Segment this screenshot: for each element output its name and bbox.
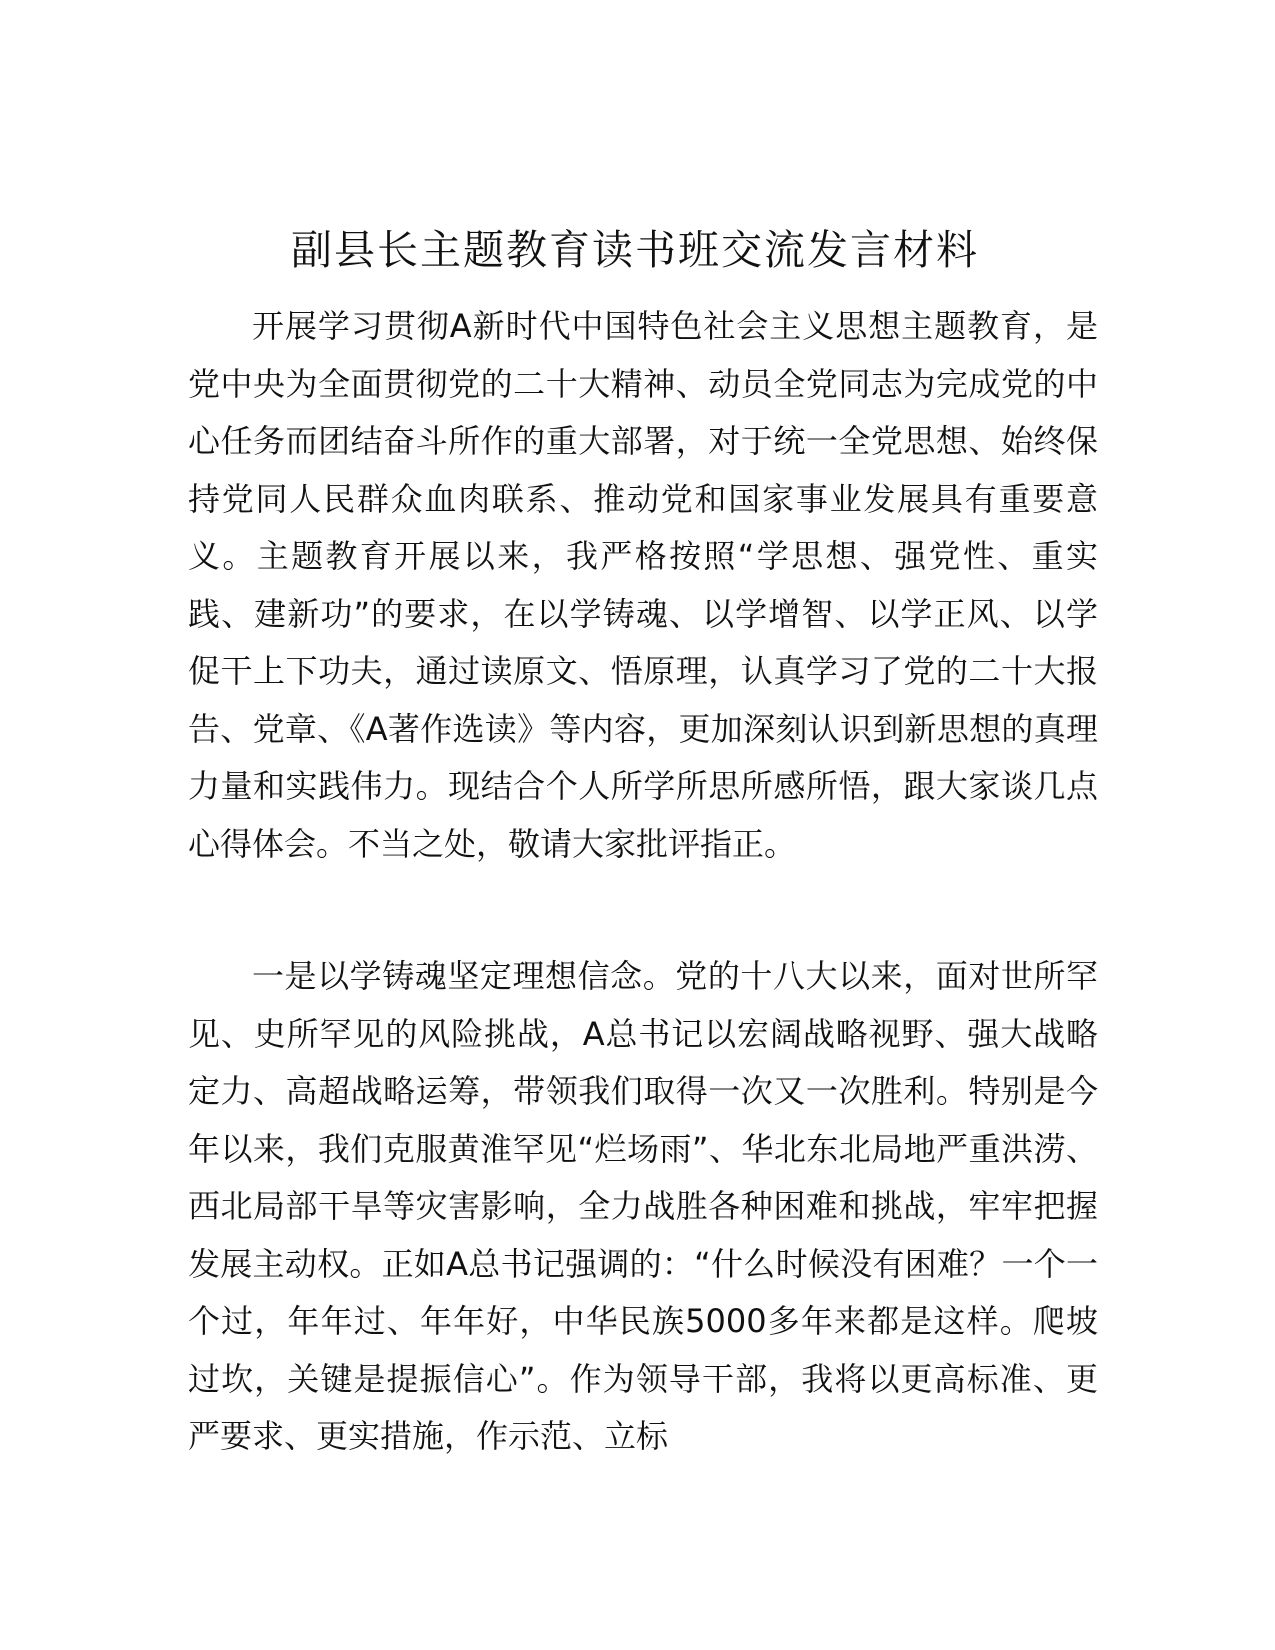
document-title: 副县长主题教育读书班交流发言材料	[291, 226, 979, 274]
paragraph-point-one: 一是以学铸魂坚定理想信念。党的十八大以来，面对世所罕见、史所罕见的风险挑战，A总书记以宏阔战略视野、强大战略定力、高超战略运筹，带领我们取得一次又一次胜利。特别是今年以来，我们克服黄淮罕见“烂场雨”、华北东北局地严重洪涝、西北局部干旱等灾害影响，全力战胜各种困难和挑战，牢牢把握发展主动权。正如A总书记强调的：“什么时候没有困难？一个一个过，年年过、年年好，中华民族5000多年来都是这样。爬坡过坎，关键是提振信心”。作为领导干部，我将以更高标准、更严要求、更实措施，作示范、立标	[188, 957, 1098, 1455]
paragraph-intro: 开展学习贯彻A新时代中国特色社会主义思想主题教育，是党中央为全面贯彻党的二十大精神、动员全党同志为完成党的中心任务而团结奋斗所作的重大部署，对于统一全党思想、始终保持党同人民群众血肉联系、推动党和国家事业发展具有重要意义。主题教育开展以来，我严格按照“学思想、强党性、重实践、建新功”的要求，在以学铸魂、以学增智、以学正风、以学促干上下功夫，通过读原文、悟原理，认真学习了党的二十大报告、党章、《A著作选读》等内容，更加深刻认识到新思想的真理力量和实践伟力。现结合个人所学所思所感所悟，跟大家谈几点心得体会。不当之处，敬请大家批评指正。	[188, 307, 1098, 863]
